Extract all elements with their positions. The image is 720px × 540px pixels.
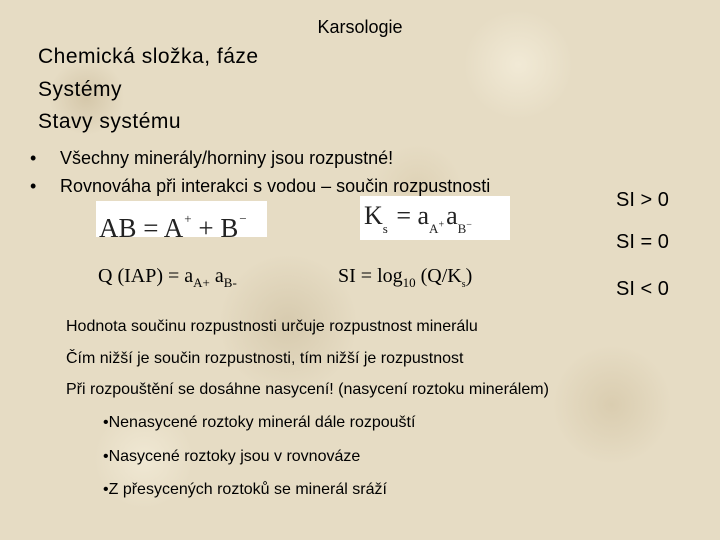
anion-charge: −	[239, 211, 247, 226]
equation-text: AB = A	[99, 213, 184, 243]
paragraph: Čím nižší je součin rozpustnosti, tím nižší je rozpustnost	[66, 350, 464, 367]
sub-bullet-item: •Nenasycené roztoky minerál dále rozpouští	[103, 414, 416, 431]
ks-symbol: K	[364, 201, 383, 230]
slide-header: Karsologie	[317, 17, 403, 37]
sub-bullet-item: •Z přesycených roztoků se minerál sráží	[103, 481, 387, 498]
bullet-list	[30, 144, 490, 200]
heading-line-3: Stavy systému	[38, 110, 182, 133]
heading-line-2: Systémy	[38, 78, 123, 101]
paragraph: Při rozpouštění se dosáhne nasycení! (nasycení roztoku minerálem)	[66, 381, 549, 398]
paragraph: Hodnota součinu rozpustnosti určuje rozpustnost minerálu	[66, 318, 478, 335]
si-state-zero: SI = 0	[616, 231, 669, 253]
equation-text: a	[446, 201, 458, 230]
equation-text: + B	[191, 213, 239, 243]
si-state-negative: SI < 0	[616, 278, 669, 300]
bullet-item: • Všechny minerály/horniny jsou rozpustné!	[30, 144, 490, 172]
heading-line-1: Chemická složka, fáze	[38, 45, 259, 68]
cation-activity-subscript: A+	[429, 219, 445, 236]
cation-charge: +	[184, 211, 192, 226]
sub-bullet-item: •Nasycené roztoky jsou v rovnováze	[103, 448, 361, 465]
equation-text: = a	[389, 201, 430, 230]
dissociation-equation-box	[96, 201, 267, 243]
si-state-positive: SI > 0	[616, 189, 669, 211]
solubility-product-box	[360, 196, 510, 240]
bullet-item: • Rovnováha při interakci s vodou – součin rozpustnosti	[30, 172, 490, 200]
ks-subscript: s	[382, 221, 388, 236]
anion-activity-subscript: B−	[457, 219, 472, 236]
iap-equation: Q $(IAP) = a_{A+}$ $a_{B-}$	[98, 265, 237, 290]
saturation-index-equation: SI = $\log_{10} (Q/K_s)$	[338, 265, 473, 290]
